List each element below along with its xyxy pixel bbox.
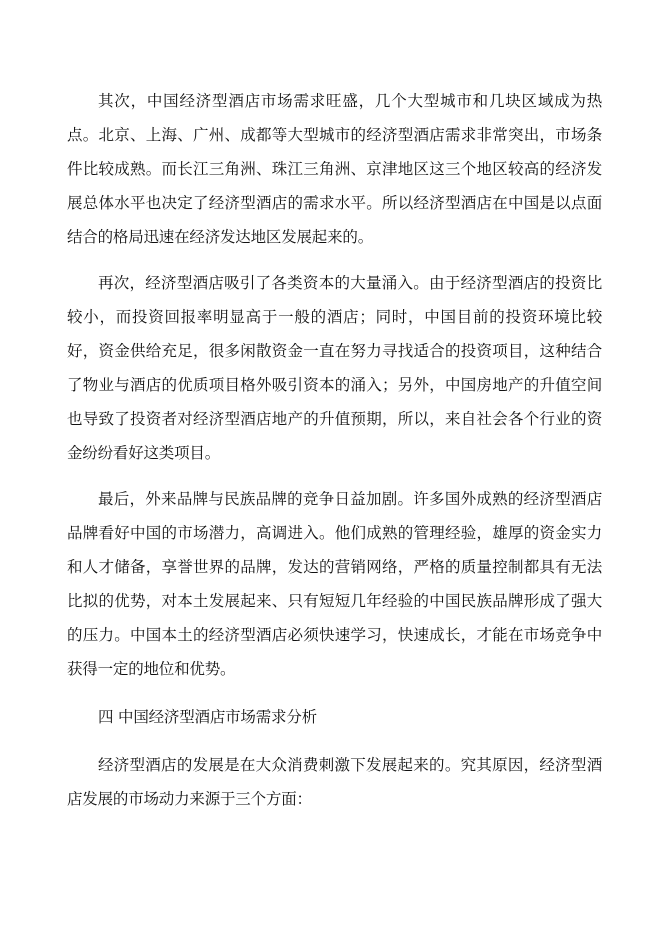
paragraph-demand-hotspots: 其次，中国经济型酒店市场需求旺盛，几个大型城市和几块区域成为热点。北京、上海、广州、成都等大型城市的经济型酒店需求非常突出，市场条件比较成熟。而长江三角洲、珠江三角洲、京津地区这三个地区较高的经济发展总体水平也决定了经济型酒店的需求水平。所以经济型酒店在中国是以点面结合的格局迅速在经济发达地区发展起来的。 [67,92,602,246]
paragraph-capital-inflow: 再次，经济型酒店吸引了各类资本的大量涌入。由于经济型酒店的投资比较小，而投资回报率明显高于一般的酒店；同时，中国目前的投资环境比较好，资金供给充足，很多闲散资金一直在努力寻找适合的投资项目，这种结合了物业与酒店的优质项目格外吸引资本的涌入；另外，中国房地产的升值空间也导致了投资者对经济型酒店地产的升值预期，所以，来自社会各个行业的资金纷纷看好这类项目。 [67,274,602,462]
paragraph-market-drivers: 经济型酒店的发展是在大众消费刺激下发展起来的。究其原因，经济型酒店发展的市场动力来源于三个方面： [67,756,602,808]
document-body [67,84,602,816]
paragraph-brand-competition: 最后，外来品牌与民族品牌的竞争日益加剧。许多国外成熟的经济型酒店品牌看好中国的市场潜力，高调进入。他们成熟的管理经验，雄厚的资金实力和人才储备，享誉世界的品牌，发达的营销网络，严格的质量控制都具有无法比拟的优势，对本土发展起来、只有短短几年经验的中国民族品牌形成了强大的压力。中国本土的经济型酒店必须快速学习，快速成长，才能在市场竞争中获得一定的地位和优势。 [67,490,602,678]
section-heading: 四 中国经济型酒店市场需求分析 [98,708,317,726]
